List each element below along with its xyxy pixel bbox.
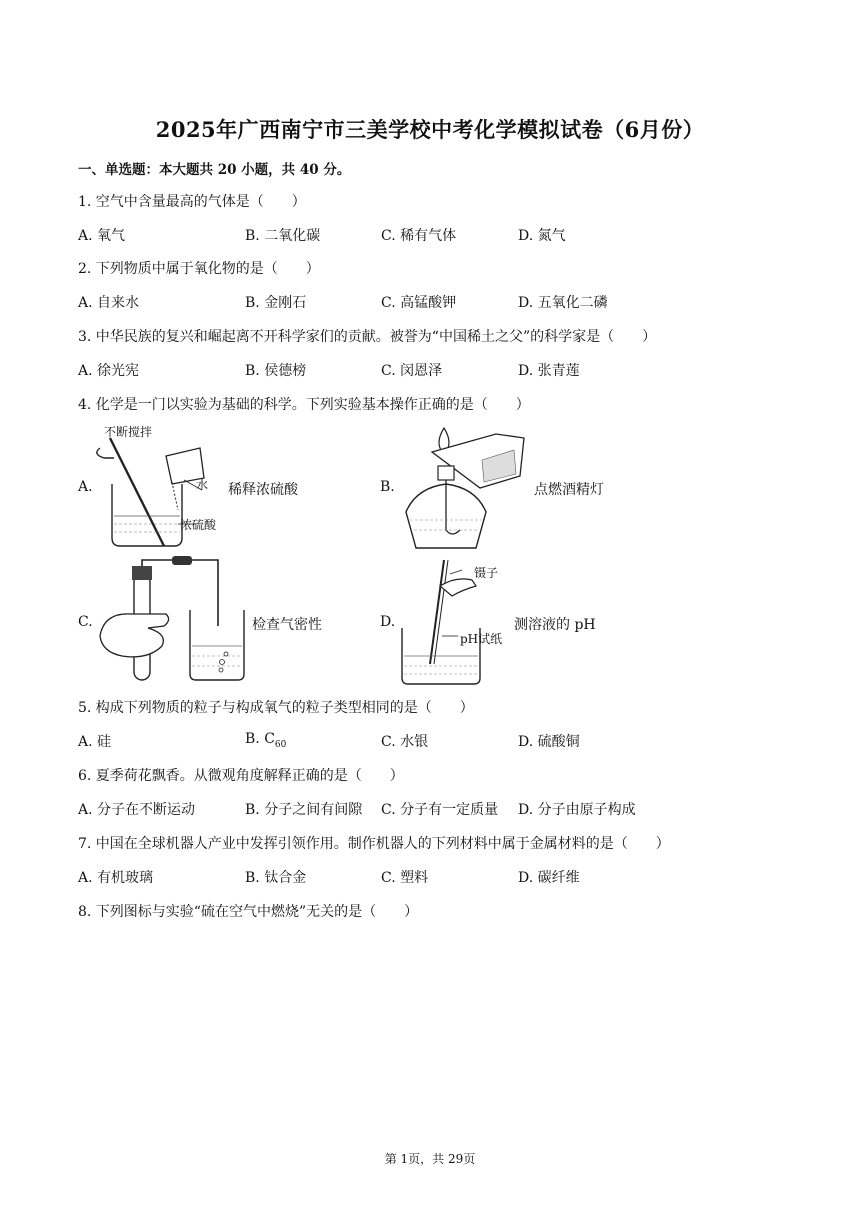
q3-option-c[interactable]: C. 闵恩泽 [381,363,443,379]
q4-option-b-caption: 点燃酒精灯 [534,482,604,498]
question-3-stem: 3. 中华民族的复兴和崛起离不开科学家们的贡献。被誉为“中国稀土之父”的科学家是（ ） [78,329,657,345]
q7-option-b[interactable]: B. 钛合金 [245,870,307,886]
q4-option-c-caption: 检查气密性 [252,617,322,633]
q5-option-c[interactable]: C. 水银 [381,734,429,750]
label-acid: 浓硫酸 [180,518,217,532]
bubble-icon [220,660,225,665]
q6-option-a[interactable]: A. 分子在不断运动 [78,802,196,818]
q4-option-c-letter[interactable]: C. [78,614,93,630]
question-6-stem: 6. 夏季荷花飘香。从微观角度解释正确的是（ ） [78,768,404,784]
question-4-stem: 4. 化学是一门以实验为基础的科学。下列实验基本操作正确的是（ ） [78,397,530,413]
stir-arrow-icon [97,448,114,458]
stopper [132,566,152,580]
q5-option-b[interactable] [245,731,286,750]
beaker [190,610,244,680]
q7-option-a[interactable]: A. 有机玻璃 [78,870,154,886]
page-title: 2025年广西南宁市三美学校中考化学模拟试卷（6月份） [155,117,705,142]
q3-option-a[interactable]: A. 徐光宪 [78,363,140,379]
question-5-options [78,731,778,751]
q2-option-a[interactable]: A. 自来水 [78,295,140,311]
q7-option-d[interactable]: D. 碳纤维 [518,870,580,886]
q3-option-b[interactable]: B. 侯德榜 [245,363,307,379]
q1-option-c[interactable]: C. 稀有气体 [381,228,457,244]
label-stir: 不断搅拌 [104,425,153,439]
question-3-options [78,360,778,380]
question-1-stem: 1. 空气中含量最高的气体是（ ） [78,194,306,210]
q4-option-b-letter[interactable]: B. [380,479,395,495]
q7-option-c[interactable]: C. 塑料 [381,870,429,886]
q1-option-d[interactable]: D. 氮气 [518,228,566,244]
q1-option-a[interactable]: A. 氧气 [78,228,126,244]
glass-rod [110,438,164,546]
tweezers [430,560,444,664]
section-heading: 一、单选题：本大题共 20 小题，共 40 分。 [78,162,351,178]
q2-option-b[interactable]: B. 金刚石 [245,295,307,311]
q2-option-d[interactable]: D. 五氧化二磷 [518,295,608,311]
hand-icon [100,614,169,657]
label-tweezers: 镊子 [474,566,499,580]
q4-option-d-caption: 测溶液的 pH [514,617,596,633]
q1-option-b[interactable]: B. 二氧化碳 [245,228,321,244]
question-5-stem: 5. 构成下列物质的粒子与构成氧气的粒子类型相同的是（ ） [78,700,474,716]
page-footer: 第 1页，共 29页 [384,1152,476,1166]
question-6-options [78,799,778,819]
q5-option-d[interactable]: D. 硫酸铜 [518,734,580,750]
airtightness-figure [92,556,252,686]
q3-option-d[interactable]: D. 张青莲 [518,363,580,379]
label-water: 水 [196,478,209,492]
question-2-stem: 2. 下列物质中属于氧化物的是（ ） [78,261,320,277]
q4-option-d-letter[interactable]: D. [380,614,396,630]
q5-option-b-subscript: 60 [274,739,287,750]
question-2-options [78,292,778,312]
q6-option-d[interactable]: D. 分子由原子构成 [518,802,636,818]
beaker [112,484,182,546]
q4-option-a-caption: 稀释浓硫酸 [228,482,298,498]
q2-option-c[interactable]: C. 高锰酸钾 [381,295,457,311]
question-7-options [78,867,778,887]
question-7-stem: 7. 中国在全球机器人产业中发挥引领作用。制作机器人的下列材料中属于金属材料的是（ ） [78,836,670,852]
q6-option-c[interactable]: C. 分子有一定质量 [381,802,499,818]
q5-option-b-text: B. C [245,731,275,747]
label-ph-paper: pH试纸 [460,632,503,646]
question-8-stem: 8. 下列图标与实验“硫在空气中燃烧”无关的是（ ） [78,904,419,920]
question-1-options [78,225,778,245]
alcohol-lamp-figure [396,420,536,550]
q6-option-b[interactable]: B. 分子之间有间隙 [245,802,363,818]
q5-option-a[interactable]: A. 硅 [78,734,112,750]
q4-option-a-letter[interactable]: A. [78,479,93,495]
